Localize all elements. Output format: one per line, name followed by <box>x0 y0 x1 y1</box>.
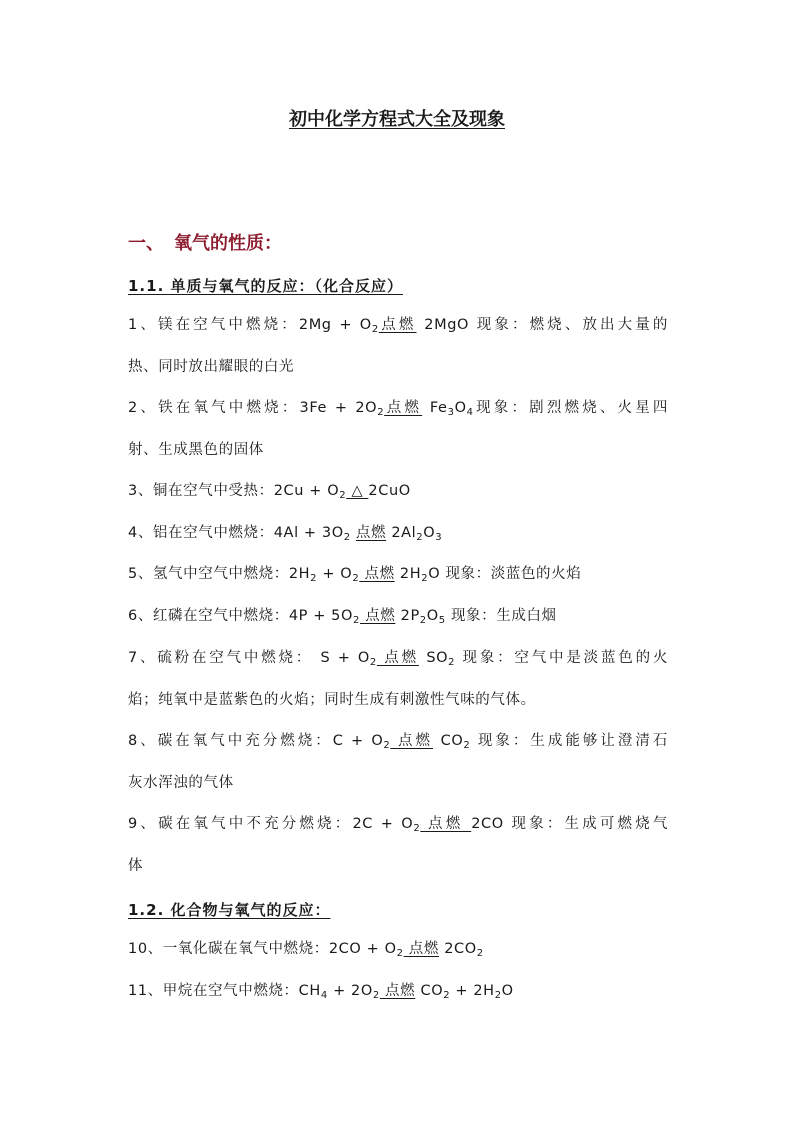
item-continuation: 射、生成黑色的固体 <box>128 441 264 458</box>
equation-item-5 <box>128 554 668 596</box>
item-line: 7、硫粉在空气中燃烧： $S + O_2$ 点燃 $SO_2$ 现象：空气中是淡蓝色的火 <box>128 650 668 668</box>
item-line: 4、铝在空气中燃烧：$4Al + 3O_2$ 点燃 $2Al_2O_3$ <box>128 525 443 543</box>
equation-item-7 <box>128 638 668 721</box>
section-number: 一、 <box>128 233 164 254</box>
item-line: 2、铁在氧气中燃烧：$3Fe + 2O_2$点燃 $Fe_3O_4$现象：剧烈燃烧、火星四 <box>128 400 669 418</box>
item-line: 8、碳在氧气中充分燃烧：$C + O_2$ 点燃 $CO_2$ 现象：生成能够让澄清石 <box>128 733 668 751</box>
item-continuation: 热、同时放出耀眼的白光 <box>128 358 295 375</box>
item-line: 6、红磷在空气中燃烧：$4P + 5O_2$ 点燃 $2P_2O_5$ 现象：生成白烟 <box>128 608 557 626</box>
section-label: 氧气的性质： <box>174 233 282 254</box>
item-continuation: 灰水浑浊的气体 <box>128 774 234 791</box>
reaction-condition: △ <box>346 483 369 499</box>
reaction-condition: 点燃 <box>355 525 387 541</box>
subsection-heading-1-1: 1.1. 单质与氧气的反应：（化合反应） <box>128 277 403 295</box>
reaction-condition: 点燃 <box>379 983 416 999</box>
equation-item-6 <box>128 596 668 638</box>
item-line: 1、镁在空气中燃烧：$2Mg + O_2$点燃 2MgO 现象：燃烧、放出大量的 <box>128 317 668 335</box>
reaction-condition: 点燃 <box>384 400 423 416</box>
equation-item-11 <box>128 971 668 1013</box>
equation-item-1 <box>128 305 668 388</box>
reaction-condition: 点燃 <box>403 941 439 957</box>
equation-item-8 <box>128 721 668 804</box>
item-line: 5、氢气中空气中燃烧：$2H_2 + O_2$ 点燃 $2H_2O$ 现象：淡蓝色的火焰 <box>128 566 582 584</box>
equation-item-3 <box>128 471 668 513</box>
reaction-condition: 点燃 <box>376 650 419 666</box>
item-line: 10、一氧化碳在氧气中燃烧：$2CO + O_2$ 点燃 $2CO_2$ <box>128 941 484 959</box>
reaction-condition: 点燃 <box>420 816 472 832</box>
section-heading <box>128 232 282 256</box>
item-line: 9、碳在氧气中不充分燃烧：$2C + O_2$ 点燃 2CO 现象：生成可燃烧气 <box>128 816 669 834</box>
item-continuation: 焰；纯氧中是蓝紫色的火焰；同时生成有刺激性气味的气体。 <box>128 691 536 708</box>
item-line: 11、甲烷在空气中燃烧：$CH_4 + 2O_2$ 点燃 $CO_2 + 2H_2O$ <box>128 983 514 1001</box>
equation-item-9 <box>128 804 668 887</box>
reaction-condition: 点燃 <box>390 733 433 749</box>
document-title: 初中化学方程式大全及现象 <box>289 109 505 130</box>
reaction-condition: 点燃 <box>359 608 396 624</box>
reaction-condition: 点燃 <box>359 566 395 582</box>
equation-item-4 <box>128 513 668 555</box>
reaction-condition: 点燃 <box>378 317 417 333</box>
subsection-heading-1-2: 1.2. 化合物与氧气的反应： <box>128 901 331 919</box>
item-line: 3、铜在空气中受热：$2Cu + O_2$ △ 2CuO <box>128 483 411 501</box>
item-continuation: 体 <box>128 857 144 874</box>
equation-item-2 <box>128 388 668 471</box>
equation-item-10 <box>128 929 668 971</box>
